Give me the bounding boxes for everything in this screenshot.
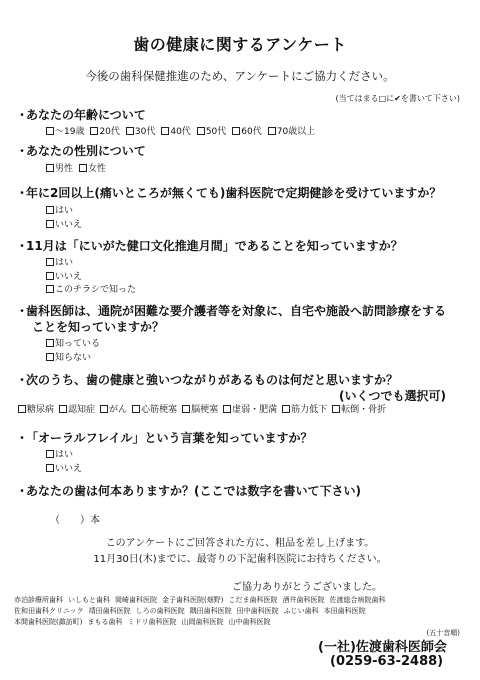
question-text-line2: ことを知っていますか？ xyxy=(32,320,165,334)
checkbox[interactable] xyxy=(46,164,54,172)
clinic-name: 本田歯科医院 xyxy=(323,607,366,615)
question-teeth-count xyxy=(16,483,466,499)
clinic-name: 岡崎歯科医院 xyxy=(115,596,157,604)
question-home-visit xyxy=(16,303,466,335)
closing-line-1: このアンケートにご回答された方に、粗品を差し上げます。 xyxy=(105,538,375,549)
clinic-name: 本間歯科医院(諏訪町) xyxy=(14,618,83,626)
page-title: 歯の健康に関するアンケート xyxy=(133,35,347,54)
clinic-name: 佐和田歯科クリニック xyxy=(14,607,84,615)
instruction-text: (当てはまる□に✔を書いて下さい) xyxy=(335,94,460,103)
bullet: ・ xyxy=(16,239,29,253)
bullet: ・ xyxy=(16,373,29,387)
teeth-count-field[interactable]: （ ）本 xyxy=(50,515,100,526)
clinic-name: 田中歯科医院 xyxy=(236,607,279,615)
clinic-name: 金子歯科医院(畑野) xyxy=(162,596,224,604)
option-frailty-obesity[interactable]: 虚弱・肥満 xyxy=(223,404,277,418)
bullet: ・ xyxy=(16,484,29,498)
option-myocardial-infarction[interactable]: 心筋梗塞 xyxy=(132,404,177,418)
checkbox[interactable] xyxy=(18,405,26,413)
bullet: ・ xyxy=(16,144,29,158)
option-age-30s[interactable]: 30代 xyxy=(126,126,155,140)
clinic-name: 赤泊診療所歯科 xyxy=(14,596,63,604)
clinic-name: 佐渡総合病院歯科 xyxy=(329,596,386,604)
checkbox[interactable] xyxy=(46,272,54,280)
clinic-name: しろの歯科医院 xyxy=(135,607,185,615)
checkbox[interactable] xyxy=(126,127,134,135)
checkbox[interactable] xyxy=(46,339,54,347)
clinic-name: 酒井歯科医院 xyxy=(282,596,325,604)
option-dementia[interactable]: 認知症 xyxy=(59,404,95,418)
question-oral-frailty xyxy=(16,430,466,446)
option-age-40s[interactable]: 40代 xyxy=(161,126,190,140)
checkbox[interactable] xyxy=(46,353,54,361)
question-checkup xyxy=(16,185,466,201)
checkbox[interactable] xyxy=(46,464,54,472)
checkbox[interactable] xyxy=(46,450,54,458)
option-age-50s[interactable]: 50代 xyxy=(197,126,226,140)
option-no[interactable]: いいえ xyxy=(46,219,82,233)
bullet: ・ xyxy=(16,186,29,200)
checkbox[interactable] xyxy=(46,220,54,228)
closing-line-2: 11月30日(木)までに、最寄りの下記歯科医院にお持ちください。 xyxy=(93,554,387,565)
gender-options xyxy=(46,163,112,177)
question-text: 次のうち、歯の健康と強いつながりがあるものは何だと思いますか？ xyxy=(26,373,399,387)
checkbox[interactable] xyxy=(223,405,231,413)
clinic-row-3 xyxy=(14,617,470,628)
question-text: あなたの性別について xyxy=(26,144,146,158)
option-cancer[interactable]: がん xyxy=(100,404,127,418)
checkbox[interactable] xyxy=(161,127,169,135)
checkbox[interactable] xyxy=(46,206,54,214)
clinic-name: いしもと歯科 xyxy=(68,596,110,604)
option-diabetes[interactable]: 糖尿病 xyxy=(18,404,54,418)
checkbox[interactable] xyxy=(268,127,276,135)
question-age xyxy=(16,107,466,123)
option-age-60s[interactable]: 60代 xyxy=(232,126,261,140)
question-text: 年に2回以上(痛いところが無くても)歯科医院で定期健診を受けていますか？ xyxy=(26,186,442,200)
clinic-name: ふじい歯科 xyxy=(283,607,319,615)
question-text-line1: 歯科医師は、通院が困難な要介護者等を対象に、自宅や施設へ訪問診療をする xyxy=(26,304,447,318)
clinic-name: こだま歯科医院 xyxy=(228,596,278,604)
checkbox[interactable] xyxy=(46,127,54,135)
question-gender xyxy=(16,143,466,159)
month-options xyxy=(46,257,136,298)
option-cerebral-infarction[interactable]: 脳梗塞 xyxy=(182,404,218,418)
multi-select-note: (いくつでも選択可) xyxy=(339,389,446,403)
checkbox[interactable] xyxy=(132,405,140,413)
option-yes[interactable]: はい xyxy=(46,449,82,463)
option-age-under19[interactable]: ～19歳 xyxy=(46,126,84,140)
checkbox[interactable] xyxy=(59,405,67,413)
question-month xyxy=(16,238,466,254)
checkbox[interactable] xyxy=(182,405,190,413)
option-yes[interactable]: はい xyxy=(46,205,82,219)
option-fall-fracture[interactable]: 転倒・骨折 xyxy=(332,404,386,418)
checkbox[interactable] xyxy=(46,258,54,266)
option-no[interactable]: いいえ xyxy=(46,463,82,477)
option-age-20s[interactable]: 20代 xyxy=(90,126,119,140)
checkbox[interactable] xyxy=(232,127,240,135)
connection-options xyxy=(18,404,386,418)
question-text: あなたの歯は何本ありますか？(ここでは数字を書いて下さい) xyxy=(26,484,361,498)
clinic-name: 山岡歯科医院 xyxy=(181,618,224,626)
thanks-text: ご協力ありがとうございました。 xyxy=(232,582,382,593)
option-male[interactable]: 男性 xyxy=(46,163,73,177)
option-no[interactable]: いいえ xyxy=(46,271,136,285)
home-visit-options xyxy=(46,338,100,365)
checkbox[interactable] xyxy=(100,405,108,413)
clinic-name: ミドリ歯科医院 xyxy=(127,618,177,626)
clinic-list xyxy=(14,595,470,639)
checkbox[interactable] xyxy=(90,127,98,135)
intro-text: 今後の歯科保健推進のため、アンケートにご協力ください。 xyxy=(85,69,395,83)
question-text: 「オーラルフレイル」という言葉を知っていますか？ xyxy=(26,431,313,445)
order-note: (五十音順) xyxy=(426,629,460,637)
association-name: (一社)佐渡歯科医師会 xyxy=(318,640,447,655)
question-text: 11月は「にいがた健口文化推進月間」であることを知っていますか？ xyxy=(26,239,403,253)
clinic-name: 靖田歯科医院 xyxy=(88,607,131,615)
checkbox[interactable] xyxy=(46,285,54,293)
age-options xyxy=(46,126,321,140)
clinic-row-2 xyxy=(14,606,470,617)
question-text: あなたの年齢について xyxy=(26,108,146,122)
option-dont-know[interactable]: 知らない xyxy=(46,352,100,366)
bullet: ・ xyxy=(16,431,29,445)
clinic-row-1 xyxy=(14,595,470,606)
association-phone: (0259-63-2488) xyxy=(330,654,444,669)
oral-frailty-options xyxy=(46,449,82,476)
option-learned-from-flyer[interactable]: このチラシで知った xyxy=(46,284,136,298)
clinic-name: 隅田歯科医院 xyxy=(189,607,232,615)
question-connection xyxy=(16,372,466,404)
checkbox[interactable] xyxy=(282,405,290,413)
option-know[interactable]: 知っている xyxy=(46,338,100,352)
option-muscle-weakness[interactable]: 筋力低下 xyxy=(282,404,327,418)
bullet: ・ xyxy=(16,108,29,122)
checkbox[interactable] xyxy=(332,405,340,413)
option-yes[interactable]: はい xyxy=(46,257,136,271)
checkup-options xyxy=(46,205,82,232)
clinic-name: 山中歯科医院 xyxy=(228,618,271,626)
clinic-name: まもる歯科 xyxy=(87,618,123,626)
checkbox[interactable] xyxy=(79,164,87,172)
checkbox[interactable] xyxy=(197,127,205,135)
bullet: ・ xyxy=(16,304,29,318)
option-age-70plus[interactable]: 70歳以上 xyxy=(268,126,315,140)
option-female[interactable]: 女性 xyxy=(79,163,106,177)
